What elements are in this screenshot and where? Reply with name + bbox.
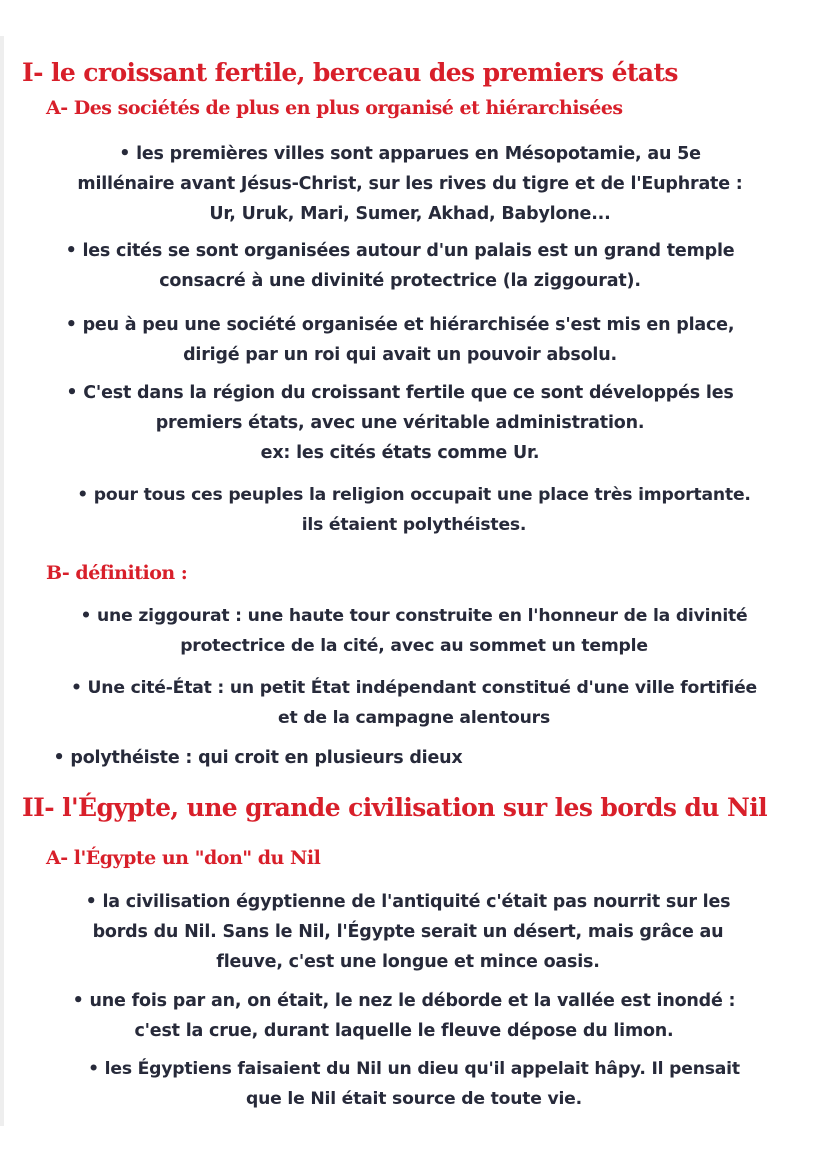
section-1a-bullet-5 — [0, 480, 828, 540]
bullet-line: que le Nil était source de toute vie. — [246, 1089, 582, 1109]
section-1a-bullet-3 — [0, 310, 800, 370]
bullet-line: premiers états, avec une véritable administration. — [155, 413, 645, 433]
definition-line: • Une cité-État : un petit État indépendant constitué d'une ville fortifiée — [70, 678, 757, 698]
bullet-line: • les Égyptiens faisaient du Nil un dieu qu'il appelait hâpy. Il pensait — [88, 1059, 740, 1079]
section-2-subheading-a: A- l'Égypte un "don" du Nil — [46, 847, 321, 869]
section-1b-definition-2 — [0, 673, 828, 733]
definition-line: et de la campagne alentours — [277, 708, 550, 728]
section-2a-bullet-3 — [0, 1054, 828, 1114]
section-1a-bullet-1 — [0, 139, 820, 229]
bullet-line: • la civilisation égyptienne de l'antiquité c'était pas nourrit sur les — [85, 892, 731, 912]
definition-line: • une ziggourat : une haute tour construite en l'honneur de la divinité — [80, 606, 748, 626]
bullet-line: • pour tous ces peuples la religion occupait une place très importante. — [77, 485, 751, 505]
bullet-line: • C'est dans la région du croissant fertile que ce sont développés les — [66, 383, 734, 403]
bullet-line: consacré à une divinité protectrice (la ziggourat). — [159, 271, 641, 291]
bullet-line: Ur, Uruk, Mari, Sumer, Akhad, Babylone... — [209, 204, 611, 224]
definition-line: protectrice de la cité, avec au sommet un temple — [180, 636, 648, 656]
bullet-line: • les cités se sont organisées autour d'un palais est un grand temple — [65, 241, 735, 261]
bullet-line: dirigé par un roi qui avait un pouvoir absolu. — [183, 345, 617, 365]
section-2-title: II- l'Égypte, une grande civilisation sur les bords du Nil — [22, 793, 768, 822]
bullet-line: bords du Nil. Sans le Nil, l'Égypte serait un désert, mais grâce au — [92, 922, 724, 942]
section-1-subheading-a: A- Des sociétés de plus en plus organisé et hiérarchisées — [46, 97, 623, 119]
section-2a-bullet-2 — [0, 986, 808, 1046]
bullet-line: fleuve, c'est une longue et mince oasis. — [216, 952, 600, 972]
bullet-line: c'est la crue, durant laquelle le fleuve dépose du limon. — [134, 1021, 674, 1041]
section-2a-bullet-1 — [0, 887, 816, 977]
section-1b-definition-3 — [0, 743, 516, 773]
section-1-subheading-b: B- définition : — [46, 562, 188, 584]
section-1b-definition-1 — [0, 601, 828, 661]
bullet-line: • peu à peu une société organisée et hiérarchisée s'est mis en place, — [65, 315, 735, 335]
bullet-line: ex: les cités états comme Ur. — [260, 443, 540, 463]
section-1-title: I- le croissant fertile, berceau des premiers états — [22, 58, 678, 87]
section-1a-bullet-2 — [0, 236, 800, 296]
section-1a-bullet-4 — [0, 378, 800, 468]
bullet-line: millénaire avant Jésus-Christ, sur les rives du tigre et de l'Euphrate : — [77, 174, 743, 194]
bullet-line: • une fois par an, on était, le nez le déborde et la vallée est inondé : — [72, 991, 736, 1011]
bullet-line: ils étaient polythéistes. — [301, 515, 527, 535]
definition-line: • polythéiste : qui croit en plusieurs dieux — [53, 748, 463, 768]
bullet-line: • les premières villes sont apparues en Mésopotamie, au 5e — [119, 144, 701, 164]
